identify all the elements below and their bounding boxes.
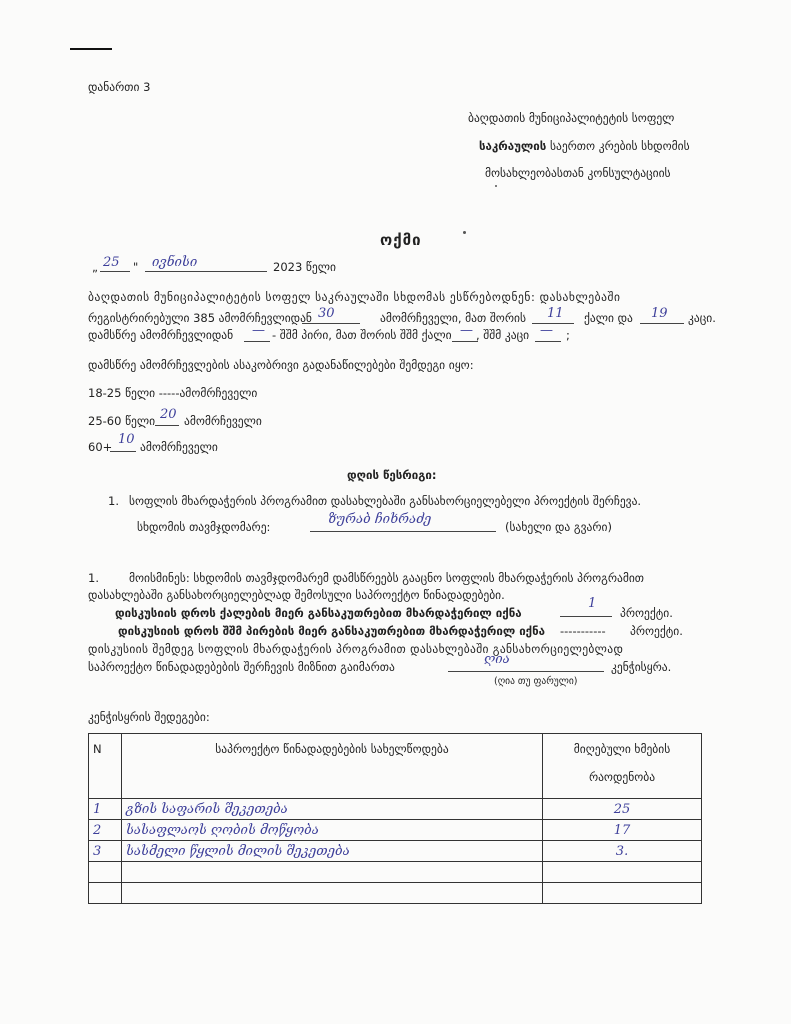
intro-line-3-a: დამსწრე ამომრჩევლიდან (88, 328, 234, 342)
row-number (89, 862, 122, 883)
age-row-1 (88, 386, 257, 400)
row-number: 3 (89, 841, 122, 862)
heard-line-1 (129, 571, 644, 585)
pwd-men: — (540, 323, 553, 338)
attended-line (302, 323, 360, 324)
women-line (532, 323, 574, 324)
agenda-item-text: სოფლის მხარდაჭერის პროგრამით დასახლებაში განსახორციელებელი პროექტის შერჩევა. (129, 494, 642, 508)
row-project-name: სასაფლაოს ღობის მოწყობა (122, 820, 543, 841)
intro-line-2-c: ქალი და (584, 311, 633, 325)
header-votes-line-1: მიღებული ხმების (573, 742, 671, 756)
row-votes: 17 (543, 820, 702, 841)
header-votes (543, 734, 702, 799)
row-number: 1 (89, 799, 122, 820)
heard-line-1-text: სხდომის თავმჯდომარემ დამსწრეებს გააცნო სოფლის მხარდაჭერის პროგრამით (193, 571, 644, 585)
scan-speck (463, 231, 466, 234)
age-value-3-line (110, 451, 136, 452)
row-project-name: სასმელი წყლის მილის შეკეთება (122, 841, 543, 862)
table-header-row (89, 734, 702, 799)
row-project-name (122, 862, 543, 883)
annex-label: დანართი 3 (88, 80, 151, 94)
women-count: 11 (547, 306, 564, 321)
heard-line-6: საპროექტო წინადადებების შერჩევის მიზნით გაიმართა (88, 660, 395, 674)
row-votes: 3. (543, 841, 702, 862)
pwd-women-line (452, 341, 478, 342)
pwd-support-text: დისკუსიის დროს შშმ პირების მიერ განსაკუთრებით მხარდაჭერილ იქნა (118, 624, 546, 638)
village-name: საკრაულის (479, 139, 547, 153)
table-row (89, 862, 702, 883)
agenda-item-number: 1. (108, 494, 119, 508)
vote-type: ღია (484, 652, 510, 667)
intro-line-3-b: - შშმ პირი, მათ შორის შშმ ქალი (272, 328, 452, 342)
women-support-value: 1 (588, 596, 597, 611)
row-number: 2 (89, 820, 122, 841)
table-row (89, 841, 702, 862)
chair-line (310, 531, 496, 532)
intro-line-2-b: ამომრჩეველი, მათ შორის (380, 311, 526, 325)
chair-label: სხდომის თავმჯდომარე: (137, 520, 271, 534)
table-row (89, 820, 702, 841)
heard-line-2: დასახლებაში განსახორციელებლად შემოსული საპროექტო წინადადებები. (88, 588, 505, 602)
agenda-heading: დღის წესრიგი: (347, 468, 437, 482)
heard-line-5: დისკუსიის შემდეგ სოფლის მხარდაჭერის პროგრამით დასახლებაში განსახორციელებლად (88, 642, 624, 656)
pwd-men-line (535, 341, 561, 342)
addressee-line-2 (479, 139, 690, 153)
row-project-name (122, 883, 543, 904)
age-suffix-2: ამომრჩეველი (184, 414, 262, 428)
header-project-name: საპროექტო წინადადებების სახელწოდება (122, 734, 543, 799)
results-table (88, 733, 702, 904)
age-value-3: 10 (118, 432, 135, 447)
heard-line-6-end: კენჭისყრა. (611, 660, 672, 674)
age-intro: დამსწრე ამომრჩევლების ასაკობრივი გადანაწილებები შემდეგი იყო: (88, 358, 474, 372)
header-n: N (89, 734, 122, 799)
age-suffix-3: ამომრჩეველი (140, 440, 218, 454)
date-year: 2023 წელი (273, 260, 336, 274)
chair-signature: ზურაბ ჩიხრაძე (328, 512, 432, 527)
vote-type-hint: (ღია თუ ფარული) (494, 676, 578, 687)
men-line (640, 323, 684, 324)
row-number (89, 883, 122, 904)
age-value-2-line (155, 425, 179, 426)
pwd-total-line (244, 341, 270, 342)
row-votes (543, 883, 702, 904)
intro-line-1: ბაღდათის მუნიციპალიტეტის სოფელ საკრაულაში სხდომას ესწრებოდნენ: დასახლებაში (88, 290, 621, 304)
addressee-line-2-rest: საერთო კრების სხდომის (549, 139, 690, 153)
age-suffix-1: ამომრჩეველი (179, 386, 258, 400)
intro-line-2-a: რეგისტრირებული 385 ამომრჩევლიდან (88, 311, 312, 325)
results-label: კენჭისყრის შედეგები: (88, 710, 210, 724)
top-rule (70, 48, 112, 50)
header-votes-line-2: რაოდენობა (588, 770, 656, 784)
age-range-2: 25-60 წელი (88, 414, 156, 428)
men-count: 19 (651, 306, 668, 321)
pwd-total: — (252, 323, 265, 338)
date-open-quote: „ (92, 260, 98, 274)
pwd-support-suffix: პროექტი. (630, 624, 683, 638)
row-votes: 25 (543, 799, 702, 820)
row-votes (543, 862, 702, 883)
table-row (89, 883, 702, 904)
date-month-line (145, 271, 267, 272)
addressee-line-3: მოსახლეობასთან კონსულტაციის (485, 166, 671, 180)
heard-number: 1. (88, 571, 99, 585)
intro-line-3-c: , შშმ კაცი (476, 328, 530, 342)
women-support-text: დისკუსიის დროს ქალების მიერ განსაკუთრებით მხარდაჭერილ იქნა (115, 606, 522, 620)
addressee-line-1: ბაღდათის მუნიციპალიტეტის სოფელ (468, 111, 675, 125)
date-month: ივნისი (152, 255, 198, 270)
age-value-1: ----- (158, 386, 180, 400)
row-project-name: გზის საფარის შეკეთება (122, 799, 543, 820)
date-day-line (100, 271, 130, 272)
intro-line-3-d: ; (566, 328, 570, 342)
age-value-2: 20 (160, 407, 177, 422)
pwd-women: — (460, 323, 473, 338)
vote-type-line (448, 671, 604, 672)
chair-hint: (სახელი და გვარი) (505, 520, 612, 534)
date-close-quote: " (133, 260, 139, 274)
heard-label: მოისმინეს: (129, 571, 190, 585)
scan-speck (495, 185, 497, 187)
attended-count: 30 (318, 306, 335, 321)
age-range-1: 18-25 წელი (88, 386, 156, 400)
age-range-3: 60+ (88, 440, 113, 454)
document-title: ოქმი (380, 231, 422, 249)
women-support-suffix: პროექტი. (620, 606, 673, 620)
pwd-support-value: ----------- (560, 624, 606, 638)
date-day: 25 (103, 255, 120, 270)
table-row (89, 799, 702, 820)
women-support-line (560, 616, 612, 617)
intro-line-2-d: კაცი. (688, 311, 716, 325)
